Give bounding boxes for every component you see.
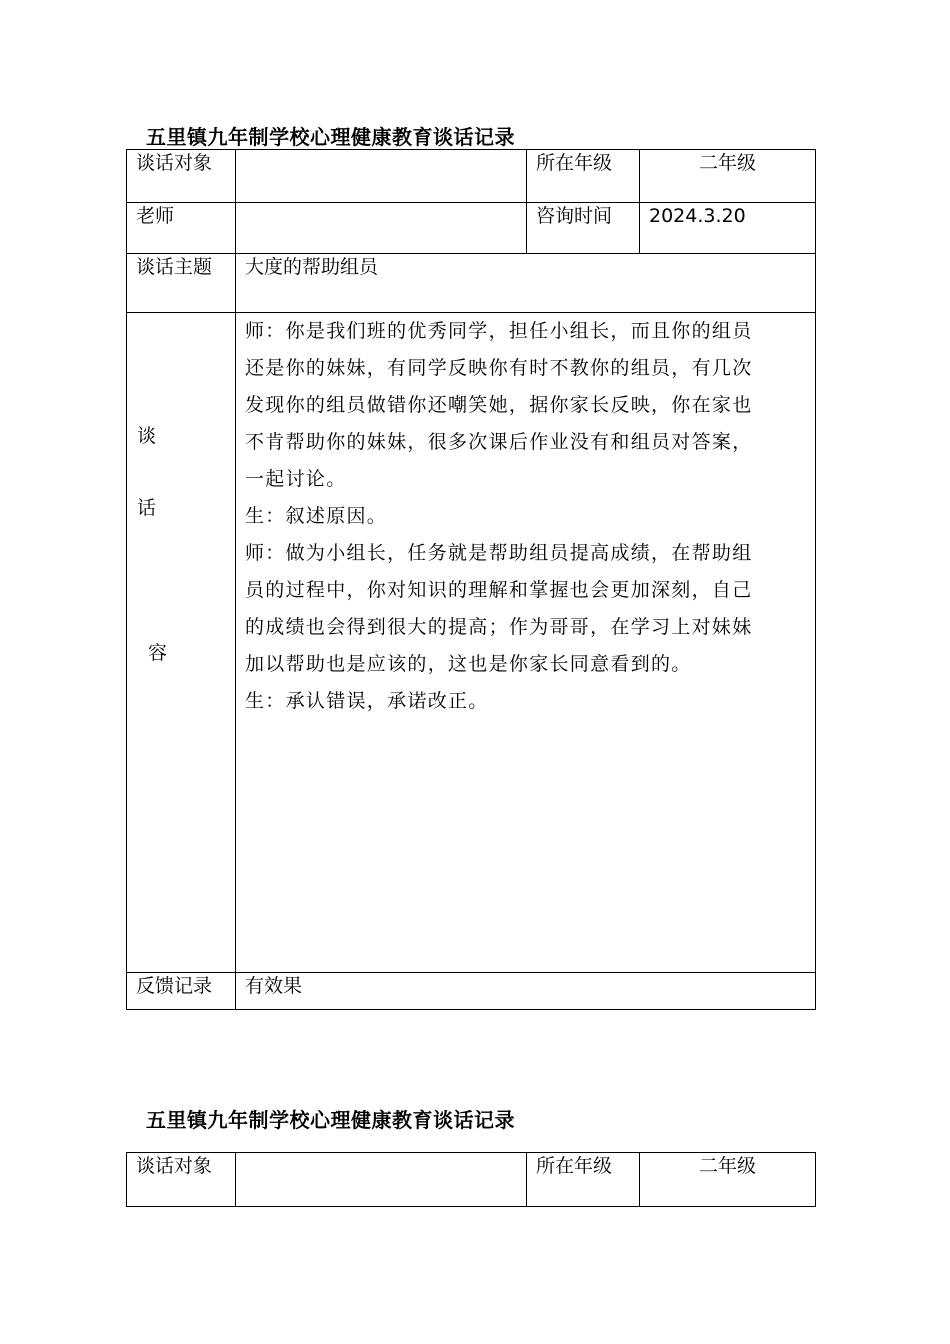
content-line: 生：叙述原因。 xyxy=(245,505,388,527)
row-feedback xyxy=(127,973,816,1010)
content-line: 一起讨论。 xyxy=(245,468,347,490)
content-label-char-3: 容 xyxy=(148,642,168,664)
subject-label: 谈话对象 xyxy=(127,1153,236,1207)
time-label: 咨询时间 xyxy=(527,203,640,254)
grade-label: 所在年级 xyxy=(527,150,640,203)
topic-label: 谈话主题 xyxy=(127,254,236,313)
feedback-label: 反馈记录 xyxy=(127,973,236,1010)
record-title-2: 五里镇九年制学校心理健康教育谈话记录 xyxy=(146,1108,515,1132)
content-line: 师：做为小组长，任务就是帮助组员提高成绩，在帮助组 xyxy=(245,542,753,564)
topic-value[interactable]: 大度的帮助组员 xyxy=(236,254,816,313)
grade-label: 所在年级 xyxy=(527,1153,640,1207)
content-line: 的成绩也会得到很大的提高；作为哥哥，在学习上对妹妹 xyxy=(245,616,753,638)
content-line: 不肯帮助你的妹妹，很多次课后作业没有和组员对答案， xyxy=(245,431,753,453)
feedback-value[interactable]: 有效果 xyxy=(236,973,816,1010)
record-table-2 xyxy=(126,1152,816,1207)
content-label-char-1: 谈 xyxy=(137,425,157,447)
grade-value[interactable]: 二年级 xyxy=(640,1153,816,1207)
content-label xyxy=(127,313,236,973)
row-subject xyxy=(127,1153,816,1207)
content-line: 师：你是我们班的优秀同学，担任小组长，而且你的组员 xyxy=(245,320,753,342)
subject-value[interactable] xyxy=(236,150,527,203)
content-line: 发现你的组员做错你还嘲笑她，据你家长反映，你在家也 xyxy=(245,394,753,416)
content-line: 员的过程中，你对知识的理解和掌握也会更加深刻，自己 xyxy=(245,579,753,601)
content-label-char-2: 话 xyxy=(137,497,157,519)
content-line: 加以帮助也是应该的，这也是你家长同意看到的。 xyxy=(245,653,692,675)
record-table-1 xyxy=(126,149,816,1010)
content-line: 生：承认错误，承诺改正。 xyxy=(245,690,489,712)
teacher-value[interactable] xyxy=(236,203,527,254)
row-teacher xyxy=(127,203,816,254)
content-body[interactable] xyxy=(236,313,816,973)
row-content xyxy=(127,313,816,973)
row-subject xyxy=(127,150,816,203)
grade-value[interactable]: 二年级 xyxy=(640,150,816,203)
subject-label: 谈话对象 xyxy=(127,150,236,203)
time-value[interactable]: 2024.3.20 xyxy=(640,203,816,254)
row-topic xyxy=(127,254,816,313)
content-line: 还是你的妹妹，有同学反映你有时不教你的组员，有几次 xyxy=(245,357,753,379)
teacher-label: 老师 xyxy=(127,203,236,254)
record-title-1: 五里镇九年制学校心理健康教育谈话记录 xyxy=(146,125,515,149)
subject-value[interactable] xyxy=(236,1153,527,1207)
